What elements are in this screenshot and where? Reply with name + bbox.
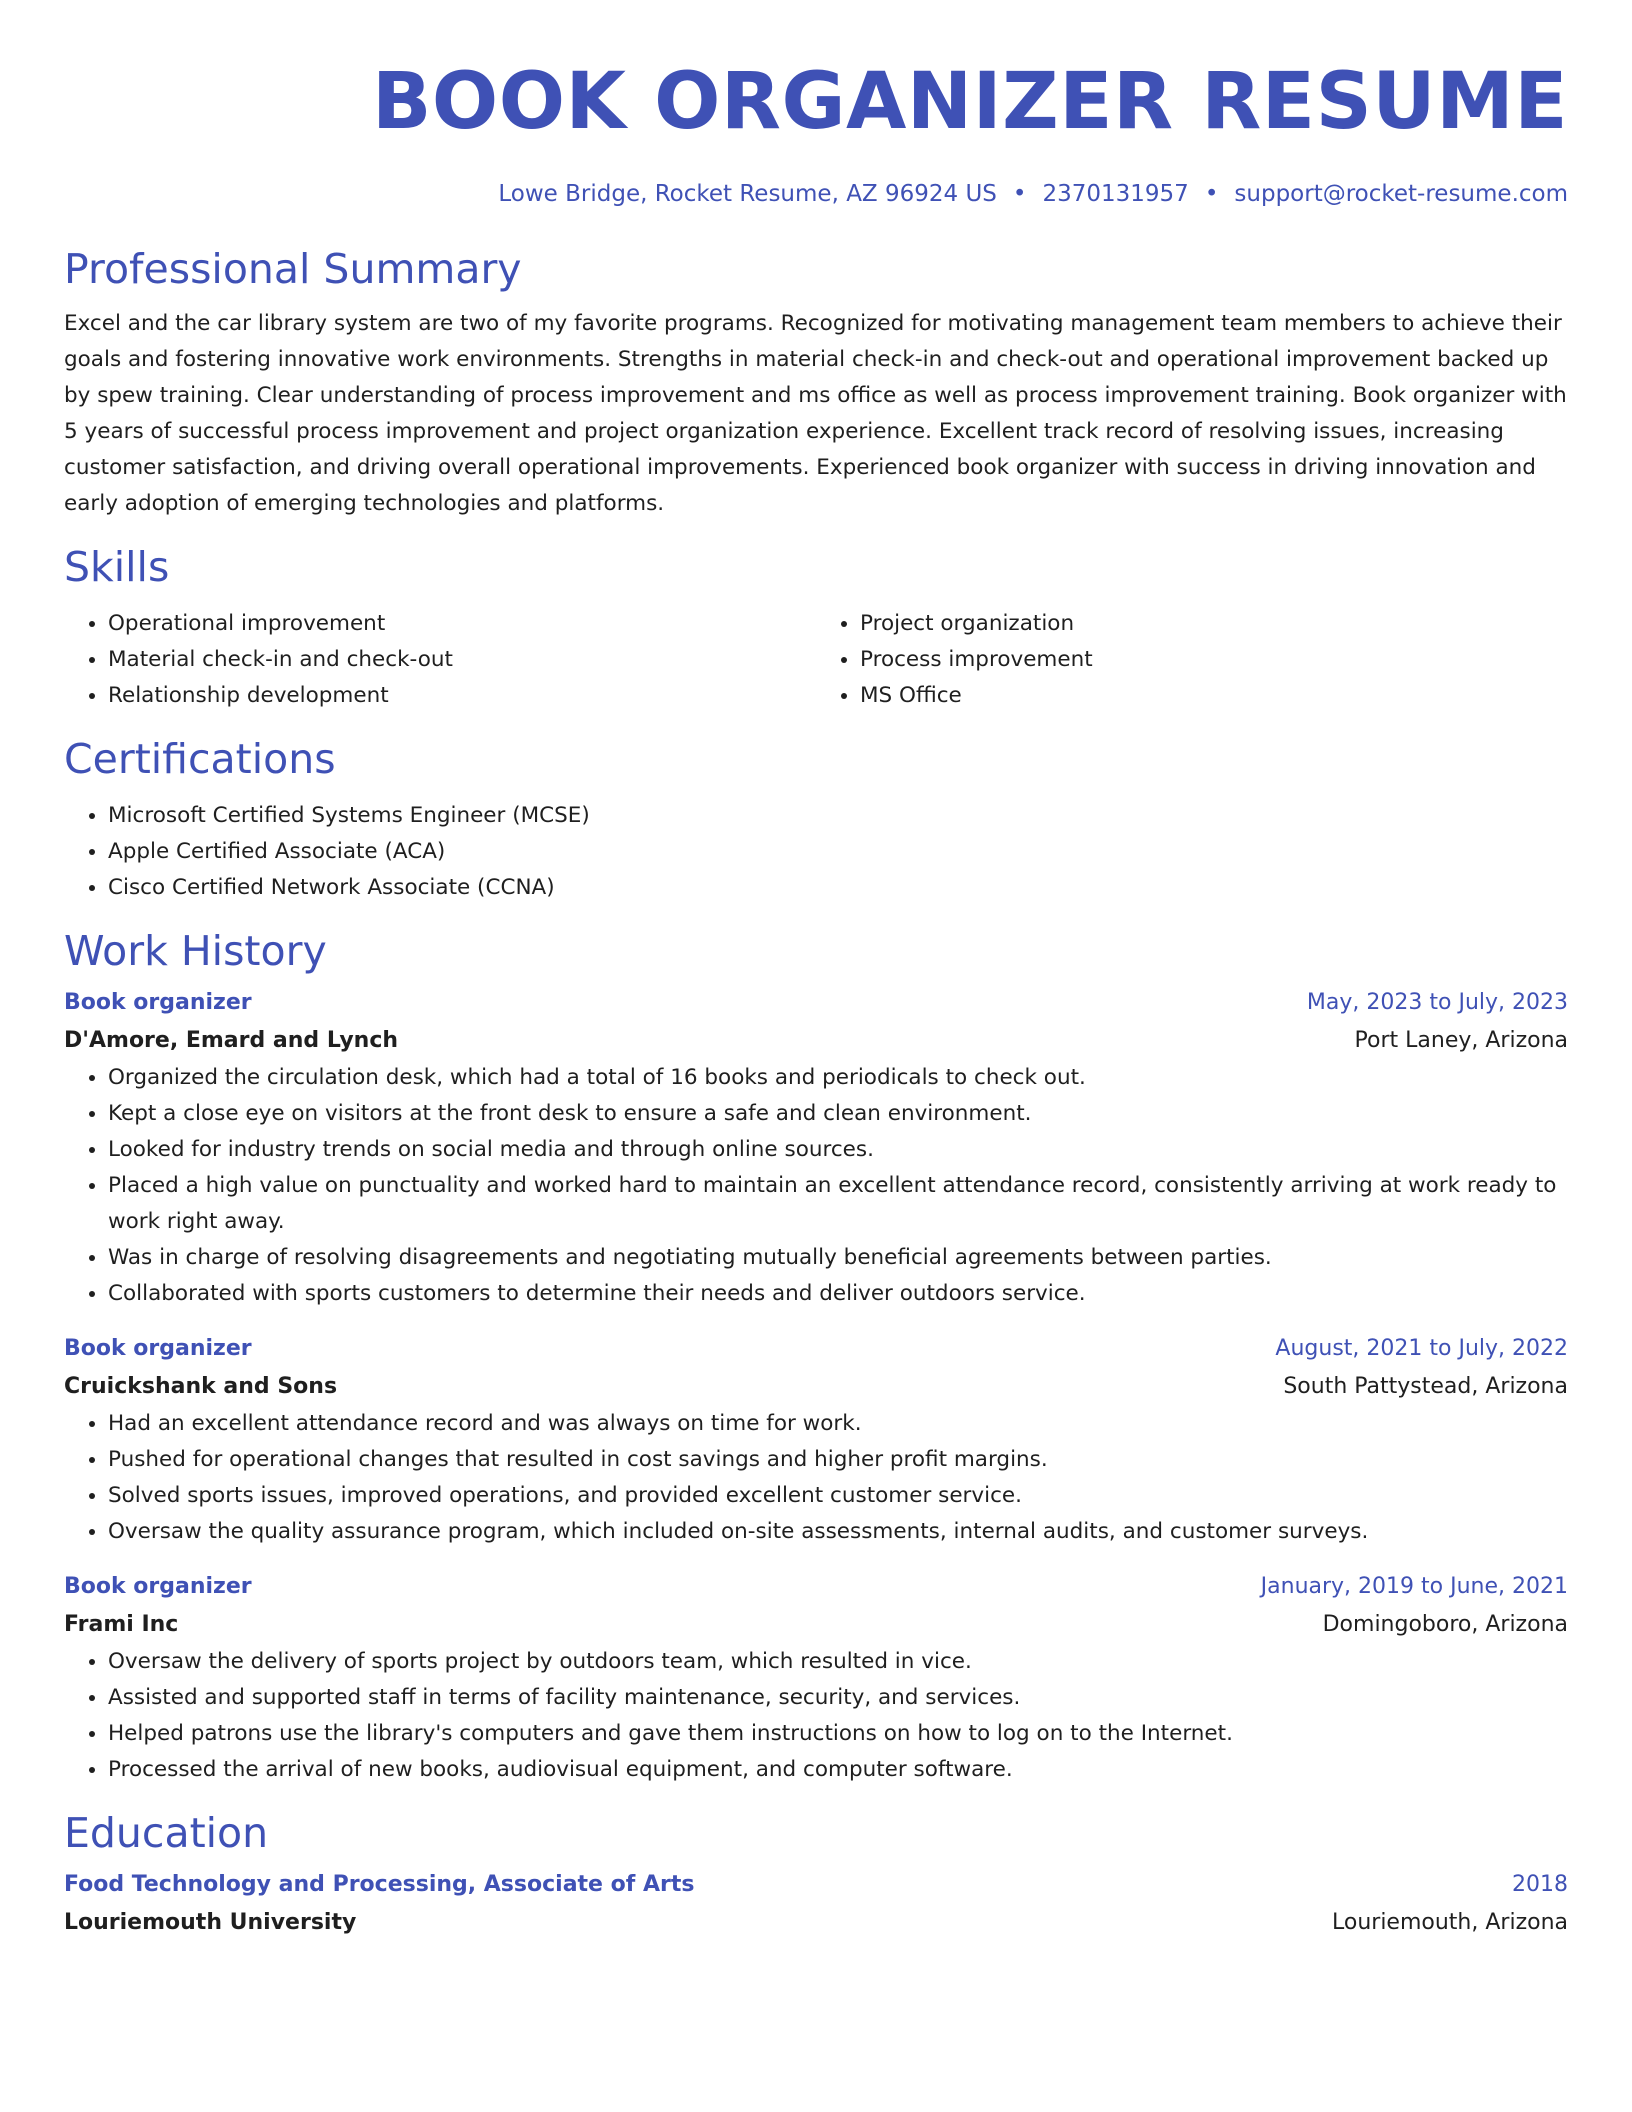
job-subheader: [64, 1022, 1568, 1060]
job-bullet: • Processed the arrival of new books, audiovisual equipment, and computer software.: [108, 1752, 1568, 1788]
address: Lowe Bridge, Rocket Resume, AZ 96924 US: [498, 181, 997, 207]
job-bullets: [64, 1406, 1568, 1550]
job-dates: August, 2021 to July, 2022: [1275, 1336, 1568, 1361]
education-heading: Education: [64, 1809, 269, 1857]
certification-item: • Cisco Certified Network Associate (CCNA): [108, 870, 1568, 906]
separator-dot: •: [1204, 181, 1219, 207]
job-location: Domingoboro, Arizona: [1322, 1612, 1568, 1637]
job-title: Book organizer: [64, 1574, 252, 1599]
job-header: [64, 1568, 1568, 1606]
resume-header: [64, 0, 1568, 210]
job-dates: May, 2023 to July, 2023: [1306, 990, 1568, 1015]
job-header: [64, 1330, 1568, 1368]
job-bullets: [64, 1060, 1568, 1312]
resume-title: BOOK ORGANIZER RESUME: [371, 57, 1568, 147]
job-company: D'Amore, Emard and Lynch: [64, 1028, 399, 1053]
job-entry: [64, 984, 1568, 1312]
skill-item: • Relationship development: [108, 678, 816, 714]
graduation-year: 2018: [1512, 1872, 1568, 1897]
job-bullet: • Was in charge of resolving disagreements and negotiating mutually beneficial agreements between parties.: [108, 1240, 1568, 1276]
job-header: [64, 984, 1568, 1022]
education-header: [64, 1866, 1568, 1904]
skills-column-left: [64, 606, 816, 714]
job-bullet: • Oversaw the quality assurance program, which included on-site assessments, internal audits, and customer surveys.: [108, 1514, 1568, 1550]
job-title: Book organizer: [64, 990, 252, 1015]
job-bullet: • Had an excellent attendance record and was always on time for work.: [108, 1406, 1568, 1442]
job-bullet: • Solved sports issues, improved operations, and provided excellent customer service.: [108, 1478, 1568, 1514]
school-name: Louriemouth University: [64, 1910, 357, 1935]
skills-list: [64, 606, 1568, 714]
job-bullet: • Kept a close eye on visitors at the front desk to ensure a safe and clean environment.: [108, 1096, 1568, 1132]
email-link[interactable]: support@rocket-resume.com: [1234, 181, 1568, 207]
job-bullet: • Oversaw the delivery of sports project by outdoors team, which resulted in vice.: [108, 1644, 1568, 1680]
job-dates: January, 2019 to June, 2021: [1260, 1574, 1568, 1599]
skill-item: • MS Office: [860, 678, 1568, 714]
job-company: Cruickshank and Sons: [64, 1374, 338, 1399]
school-location: Louriemouth, Arizona: [1332, 1910, 1568, 1935]
certification-item: • Apple Certified Associate (ACA): [108, 834, 1568, 870]
job-title: Book organizer: [64, 1336, 252, 1361]
work-history-heading: Work History: [64, 927, 327, 975]
job-bullet: • Organized the circulation desk, which had a total of 16 books and periodicals to check out.: [108, 1060, 1568, 1096]
job-bullet: • Assisted and supported staff in terms of facility maintenance, security, and services.: [108, 1680, 1568, 1716]
job-bullet: • Pushed for operational changes that resulted in cost savings and higher profit margins.: [108, 1442, 1568, 1478]
job-location: Port Laney, Arizona: [1354, 1028, 1568, 1053]
phone: 2370131957: [1042, 181, 1189, 207]
job-bullets: [64, 1644, 1568, 1788]
summary-text: Excel and the car library system are two of my favorite programs. Recognized for motivating management team members to achieve their goals and fostering innovative work environments. Strengths in material check-in and check-out and operational improvement backed up by spew training. Clear understanding of process improvement and ms office as well as process improvement training. Book organizer with 5 years of successful process improvement and project organization experience. Excellent track record of resolving issues, increasing customer satisfaction, and driving overall operational improvements. Experienced book organizer with success in driving innovation and early adoption of emerging technologies and platforms.: [64, 311, 1567, 516]
job-bullet: • Placed a high value on punctuality and worked hard to maintain an excellent attendance record, consistently arriving at work ready to work right away.: [108, 1168, 1568, 1240]
certification-item: • Microsoft Certified Systems Engineer (MCSE): [108, 798, 1568, 834]
separator-dot: •: [1012, 181, 1027, 207]
skill-item: • Process improvement: [860, 642, 1568, 678]
skills-column-right: [816, 606, 1568, 714]
certifications-list: [64, 798, 1568, 906]
job-company: Frami Inc: [64, 1612, 179, 1637]
degree: Food Technology and Processing, Associate of Arts: [64, 1872, 695, 1897]
skill-item: • Operational improvement: [108, 606, 816, 642]
education-subheader: [64, 1904, 1568, 1942]
skill-item: • Project organization: [860, 606, 1568, 642]
job-subheader: [64, 1606, 1568, 1644]
job-location: South Pattystead, Arizona: [1283, 1374, 1568, 1399]
skill-item: • Material check-in and check-out: [108, 642, 816, 678]
job-subheader: [64, 1368, 1568, 1406]
education-entry: [64, 1866, 1568, 1942]
contact-line: [64, 178, 1568, 210]
job-bullet: • Helped patrons use the library's computers and gave them instructions on how to log on to the Internet.: [108, 1716, 1568, 1752]
skills-heading: Skills: [64, 543, 170, 591]
job-bullet: • Collaborated with sports customers to determine their needs and deliver outdoors service.: [108, 1276, 1568, 1312]
job-entry: [64, 1568, 1568, 1788]
summary-heading: Professional Summary: [64, 245, 522, 293]
job-entry: [64, 1330, 1568, 1550]
job-bullet: • Looked for industry trends on social media and through online sources.: [108, 1132, 1568, 1168]
certifications-heading: Certifications: [64, 735, 336, 783]
